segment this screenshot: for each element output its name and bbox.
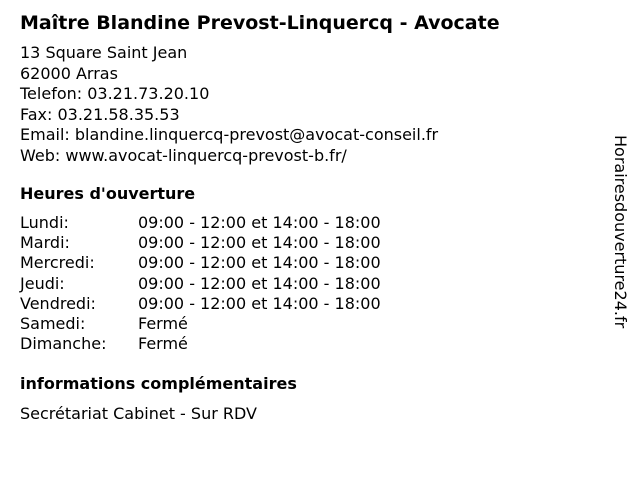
day-label: Dimanche:	[20, 334, 107, 354]
time-value: 09:00 - 12:00 et 14:00 - 18:00	[138, 233, 381, 253]
fax-number: Fax: 03.21.58.35.53	[20, 104, 180, 124]
hours-row-tuesday	[20, 233, 381, 253]
address-city: 62000 Arras	[20, 63, 118, 83]
time-value: 09:00 - 12:00 et 14:00 - 18:00	[138, 273, 381, 293]
email-address: Email: blandine.linquercq-prevost@avocat-conseil.fr	[20, 125, 439, 144]
day-label: Vendredi:	[20, 293, 96, 313]
address-street: 13 Square Saint Jean	[20, 43, 188, 62]
opening-hours-list	[20, 213, 381, 354]
time-value: 09:00 - 12:00 et 14:00 - 18:00	[138, 293, 381, 313]
additional-info-text: Secrétariat Cabinet - Sur RDV	[20, 404, 257, 423]
hours-row-wednesday	[20, 253, 381, 273]
page-title: Maître Blandine Prevost-Linquercq - Avocate	[20, 12, 500, 34]
website-url: Web: www.avocat-linquercq-prevost-b.fr/	[20, 145, 347, 165]
time-value: Fermé	[138, 334, 188, 354]
additional-info-heading: informations complémentaires	[20, 374, 297, 393]
hours-row-monday	[20, 213, 381, 233]
hours-row-thursday	[20, 274, 381, 294]
phone-number: Telefon: 03.21.73.20.10	[20, 84, 210, 103]
day-label: Jeudi:	[20, 273, 65, 293]
time-value: 09:00 - 12:00 et 14:00 - 18:00	[138, 253, 381, 273]
hours-row-friday	[20, 294, 381, 314]
site-watermark: Horairesdouverture24.fr	[611, 135, 630, 329]
time-value: 09:00 - 12:00 et 14:00 - 18:00	[138, 213, 381, 232]
time-value: Fermé	[138, 314, 188, 334]
day-label: Samedi:	[20, 314, 86, 334]
day-label: Mardi:	[20, 233, 70, 253]
contact-block	[20, 43, 438, 166]
day-label: Lundi:	[20, 213, 69, 232]
opening-hours-heading: Heures d'ouverture	[20, 184, 196, 203]
hours-row-saturday	[20, 314, 381, 334]
hours-row-sunday	[20, 334, 381, 354]
day-label: Mercredi:	[20, 253, 95, 273]
